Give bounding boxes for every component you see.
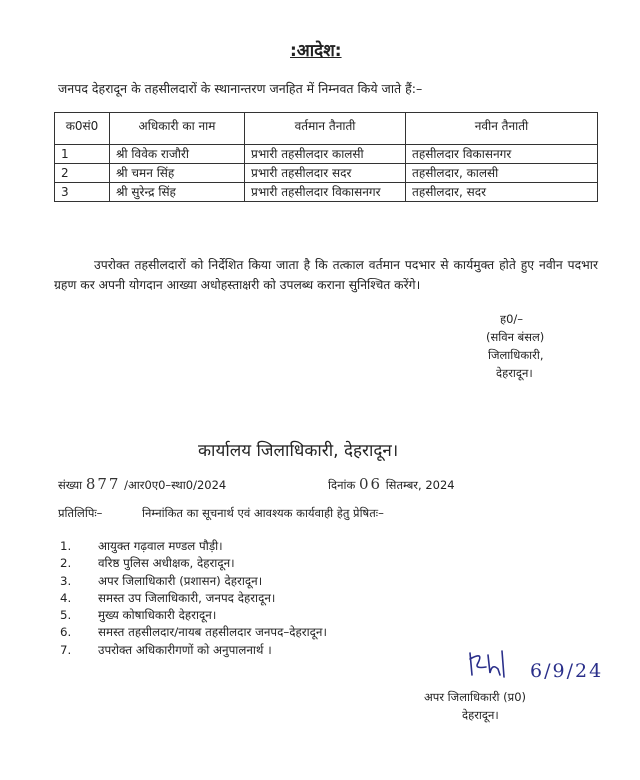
reference-line (58, 475, 226, 493)
footer-designation: अपर जिलाधिकारी (प्र0) (424, 690, 526, 704)
cell-new-posting: तहसीलदार, कालसी (406, 164, 598, 183)
column-header-officer-name: अधिकारी का नाम (110, 113, 245, 145)
date-label: दिनांक (328, 478, 356, 492)
copy-to-label: प्रतिलिपिः– (58, 506, 103, 520)
signature-date: 6/9/24 (530, 660, 604, 682)
intro-text: जनपद देहरादून के तहसीलदारों के स्थानान्तरण जनहित में निम्नवत किये जाते हैं:– (58, 81, 423, 96)
cell-serial: 3 (55, 183, 110, 202)
cell-new-posting: तहसीलदार, सदर (406, 183, 598, 202)
table-row (55, 145, 598, 164)
date-day: 06 (358, 475, 383, 493)
handwritten-signature (466, 645, 526, 685)
date-month-year: सितम्बर, 2024 (385, 478, 455, 492)
footer-place: देहरादून। (462, 708, 499, 722)
cell-current-posting: प्रभारी तहसीलदार कालसी (245, 145, 406, 164)
signatory-name: (सविन बंसल) (486, 330, 545, 344)
list-item: 2. वरिष्ठ पुलिस अधीक्षक, देहरादून। (60, 556, 235, 571)
list-item: 5. मुख्य कोषाधिकारी देहरादून। (60, 608, 217, 623)
table-row (55, 164, 598, 183)
cell-officer-name: श्री सुरेन्द्र सिंह (110, 183, 245, 202)
signatory-designation: जिलाधिकारी, (488, 348, 544, 362)
cell-new-posting: तहसीलदार विकासनगर (406, 145, 598, 164)
cell-serial: 2 (55, 164, 110, 183)
cell-officer-name: श्री चमन सिंह (110, 164, 245, 183)
reference-label: संख्या (58, 478, 83, 492)
transfer-table (54, 112, 598, 202)
copy-to-text: निम्नांकित का सूचनार्थ एवं आवश्यक कार्यवाही हेतु प्रेषितः– (142, 506, 384, 520)
list-item: 7. उपरोक्त अधिकारीगणों को अनुपालनार्थ । (60, 642, 272, 657)
instruction-paragraph (54, 255, 598, 295)
table-row (55, 183, 598, 202)
list-item: 3. अपर जिलाधिकारी (प्रशासन) देहरादून। (60, 573, 263, 588)
instruction-text: उपरोक्त तहसीलदारों को निर्देशित किया जाता है कि तत्काल वर्तमान पदभार से कार्यमुक्त होते हुए नवीन पदभार ग्रहण कर अपनी योगदान आख्या अधोहस्ताक्षरी को उपलब्ध कराना सुनिश्चित करेंगे। (54, 258, 598, 292)
office-heading: कार्यालय जिलाधिकारी, देहरादून। (198, 441, 399, 461)
column-header-current-posting: वर्तमान तैनाती (245, 113, 406, 145)
column-header-serial: क0सं0 (55, 113, 110, 145)
signatory-place: देहरादून। (496, 366, 533, 380)
list-item: 4. समस्त उप जिलाधिकारी, जनपद देहरादून। (60, 590, 276, 605)
cell-current-posting: प्रभारी तहसीलदार विकासनगर (245, 183, 406, 202)
cell-officer-name: श्री विवेक राजौरी (110, 145, 245, 164)
cell-serial: 1 (55, 145, 110, 164)
copy-to-list (60, 538, 327, 659)
cell-current-posting: प्रभारी तहसीलदार सदर (245, 164, 406, 183)
reference-date (328, 475, 455, 493)
order-title: :आदेश: (290, 41, 342, 61)
reference-number: 877 (85, 475, 121, 493)
column-header-new-posting: नवीन तैनाती (406, 113, 598, 145)
reference-code: /आर0ए0–स्था0/2024 (124, 478, 227, 492)
list-item: 1. आयुक्त गढ़वाल मण्डल पौड़ी। (60, 539, 223, 553)
list-item: 6. समस्त तहसीलदार/नायब तहसीलदार जनपद–देहरादून। (60, 625, 327, 640)
table-header-row (55, 113, 598, 145)
signature-marker: ह0/– (500, 312, 524, 326)
